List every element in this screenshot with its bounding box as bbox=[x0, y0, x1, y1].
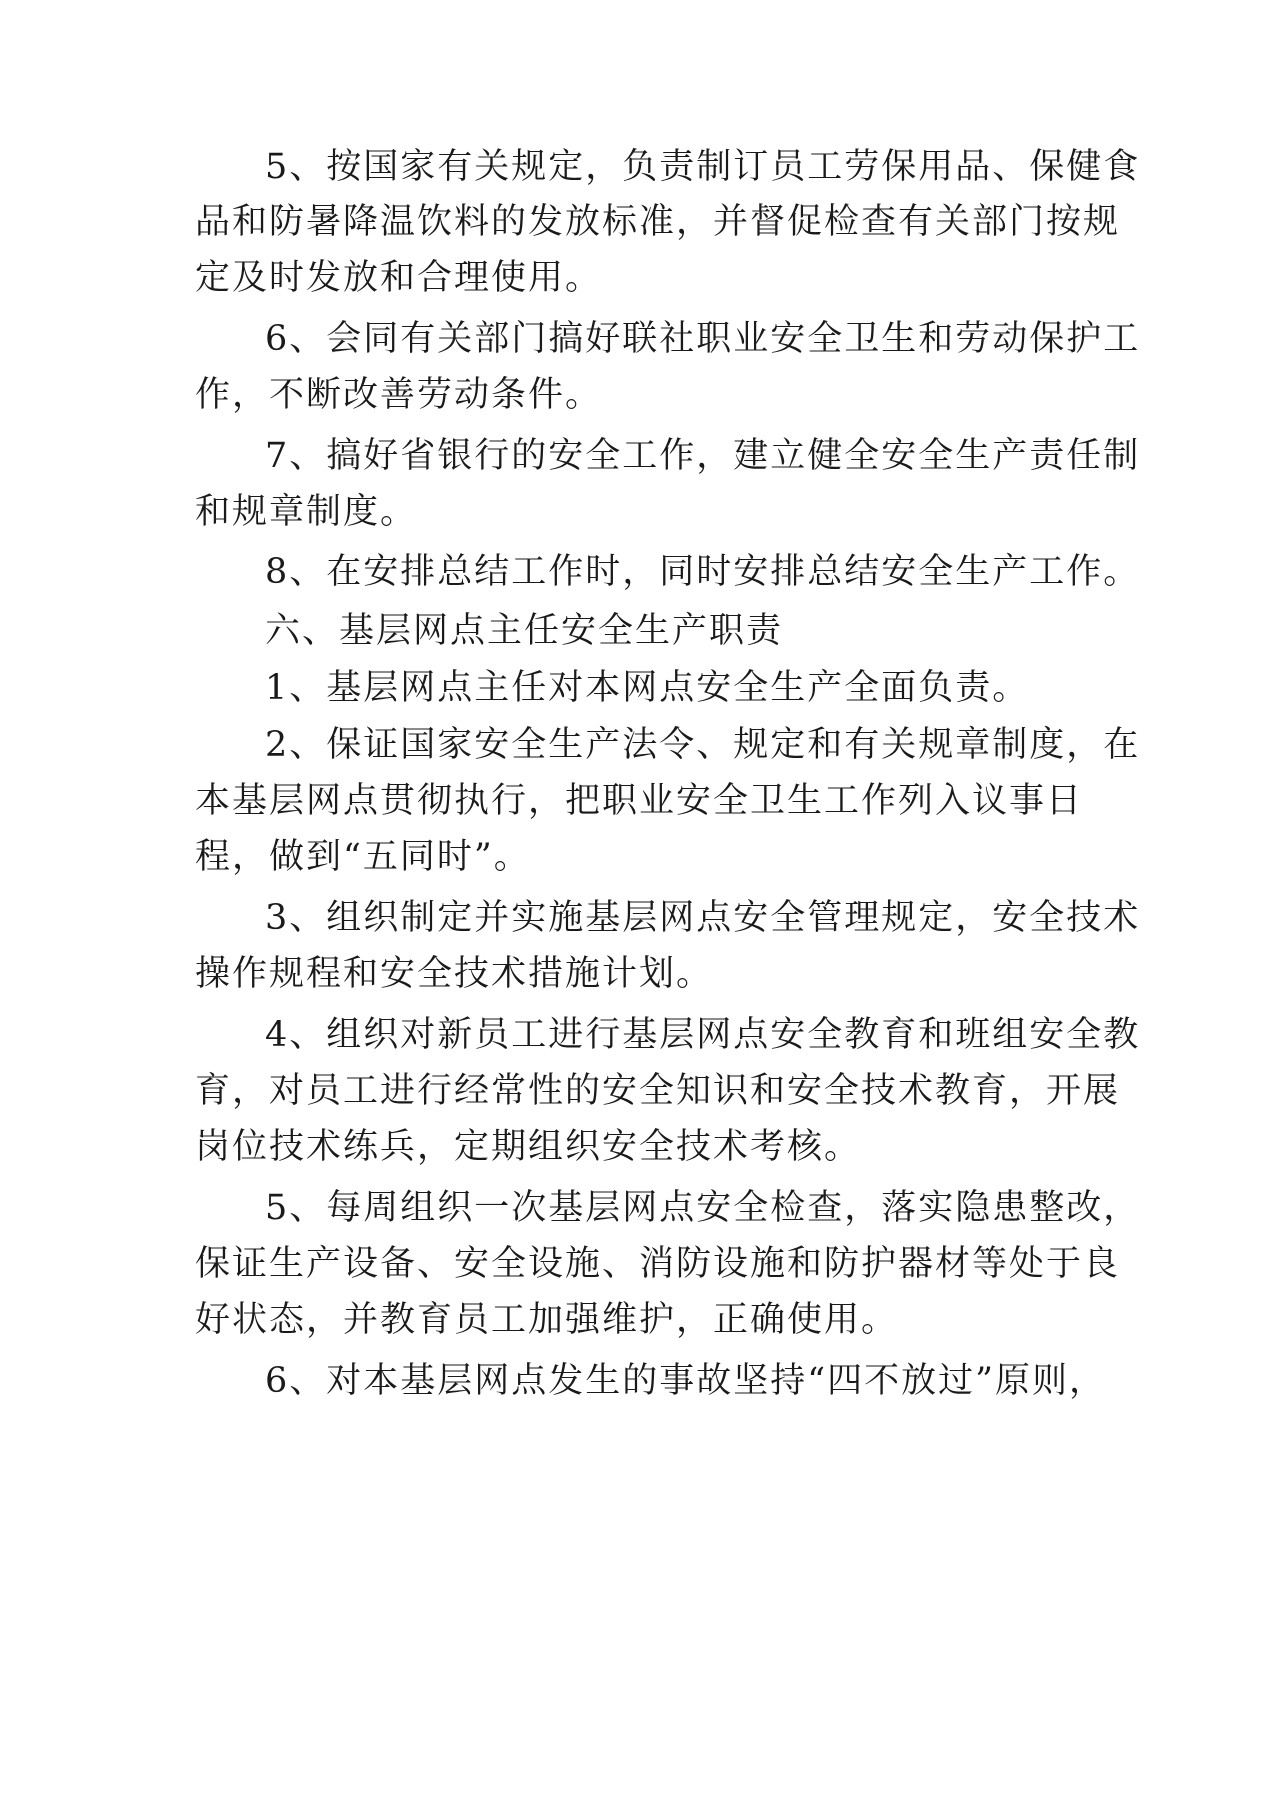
text-line: 操作规程和安全技术措施计划。 bbox=[195, 954, 714, 994]
text-line: 7、搞好省银行的安全工作，建立健全安全生产责任制 bbox=[265, 436, 1141, 476]
text-line: 作，不断改善劳动条件。 bbox=[195, 375, 603, 415]
text-line: 好状态，并教育员工加强维护，正确使用。 bbox=[195, 1300, 899, 1340]
text-line: 5、按国家有关规定，负责制订员工劳保用品、保健食 bbox=[265, 147, 1141, 187]
text-line: 6、会同有关部门搞好联社职业安全卫生和劳动保护工 bbox=[265, 319, 1141, 359]
text-line: 本基层网点贯彻执行，把职业安全卫生工作列入议事日 bbox=[195, 781, 1084, 821]
section-heading: 六、基层网点主任安全生产职责 bbox=[265, 611, 784, 651]
text-line: 5、每周组织一次基层网点安全检查，落实隐患整改， bbox=[265, 1188, 1141, 1228]
text-line: 程，做到“五同时”。 bbox=[195, 837, 531, 877]
text-line: 1、基层网点主任对本网点安全生产全面负责。 bbox=[265, 668, 1030, 708]
text-line: 3、组织制定并实施基层网点安全管理规定，安全技术 bbox=[265, 898, 1141, 938]
text-line: 8、在安排总结工作时，同时安排总结安全生产工作。 bbox=[265, 552, 1141, 592]
text-line: 品和防暑降温饮料的发放标准，并督促检查有关部门按规 bbox=[195, 202, 1121, 242]
text-line: 定及时发放和合理使用。 bbox=[195, 258, 603, 298]
text-line: 岗位技术练兵，定期组织安全技术考核。 bbox=[195, 1127, 862, 1167]
text-line: 4、组织对新员工进行基层网点安全教育和班组安全教 bbox=[265, 1015, 1141, 1055]
text-line: 2、保证国家安全生产法令、规定和有关规章制度，在 bbox=[265, 725, 1141, 765]
text-line: 6、对本基层网点发生的事故坚持“四不放过”原则， bbox=[265, 1361, 1107, 1401]
text-line: 保证生产设备、安全设施、消防设施和防护器材等处于良 bbox=[195, 1244, 1121, 1284]
text-line: 育，对员工进行经常性的安全知识和安全技术教育，开展 bbox=[195, 1071, 1121, 1111]
text-line: 和规章制度。 bbox=[195, 492, 418, 532]
